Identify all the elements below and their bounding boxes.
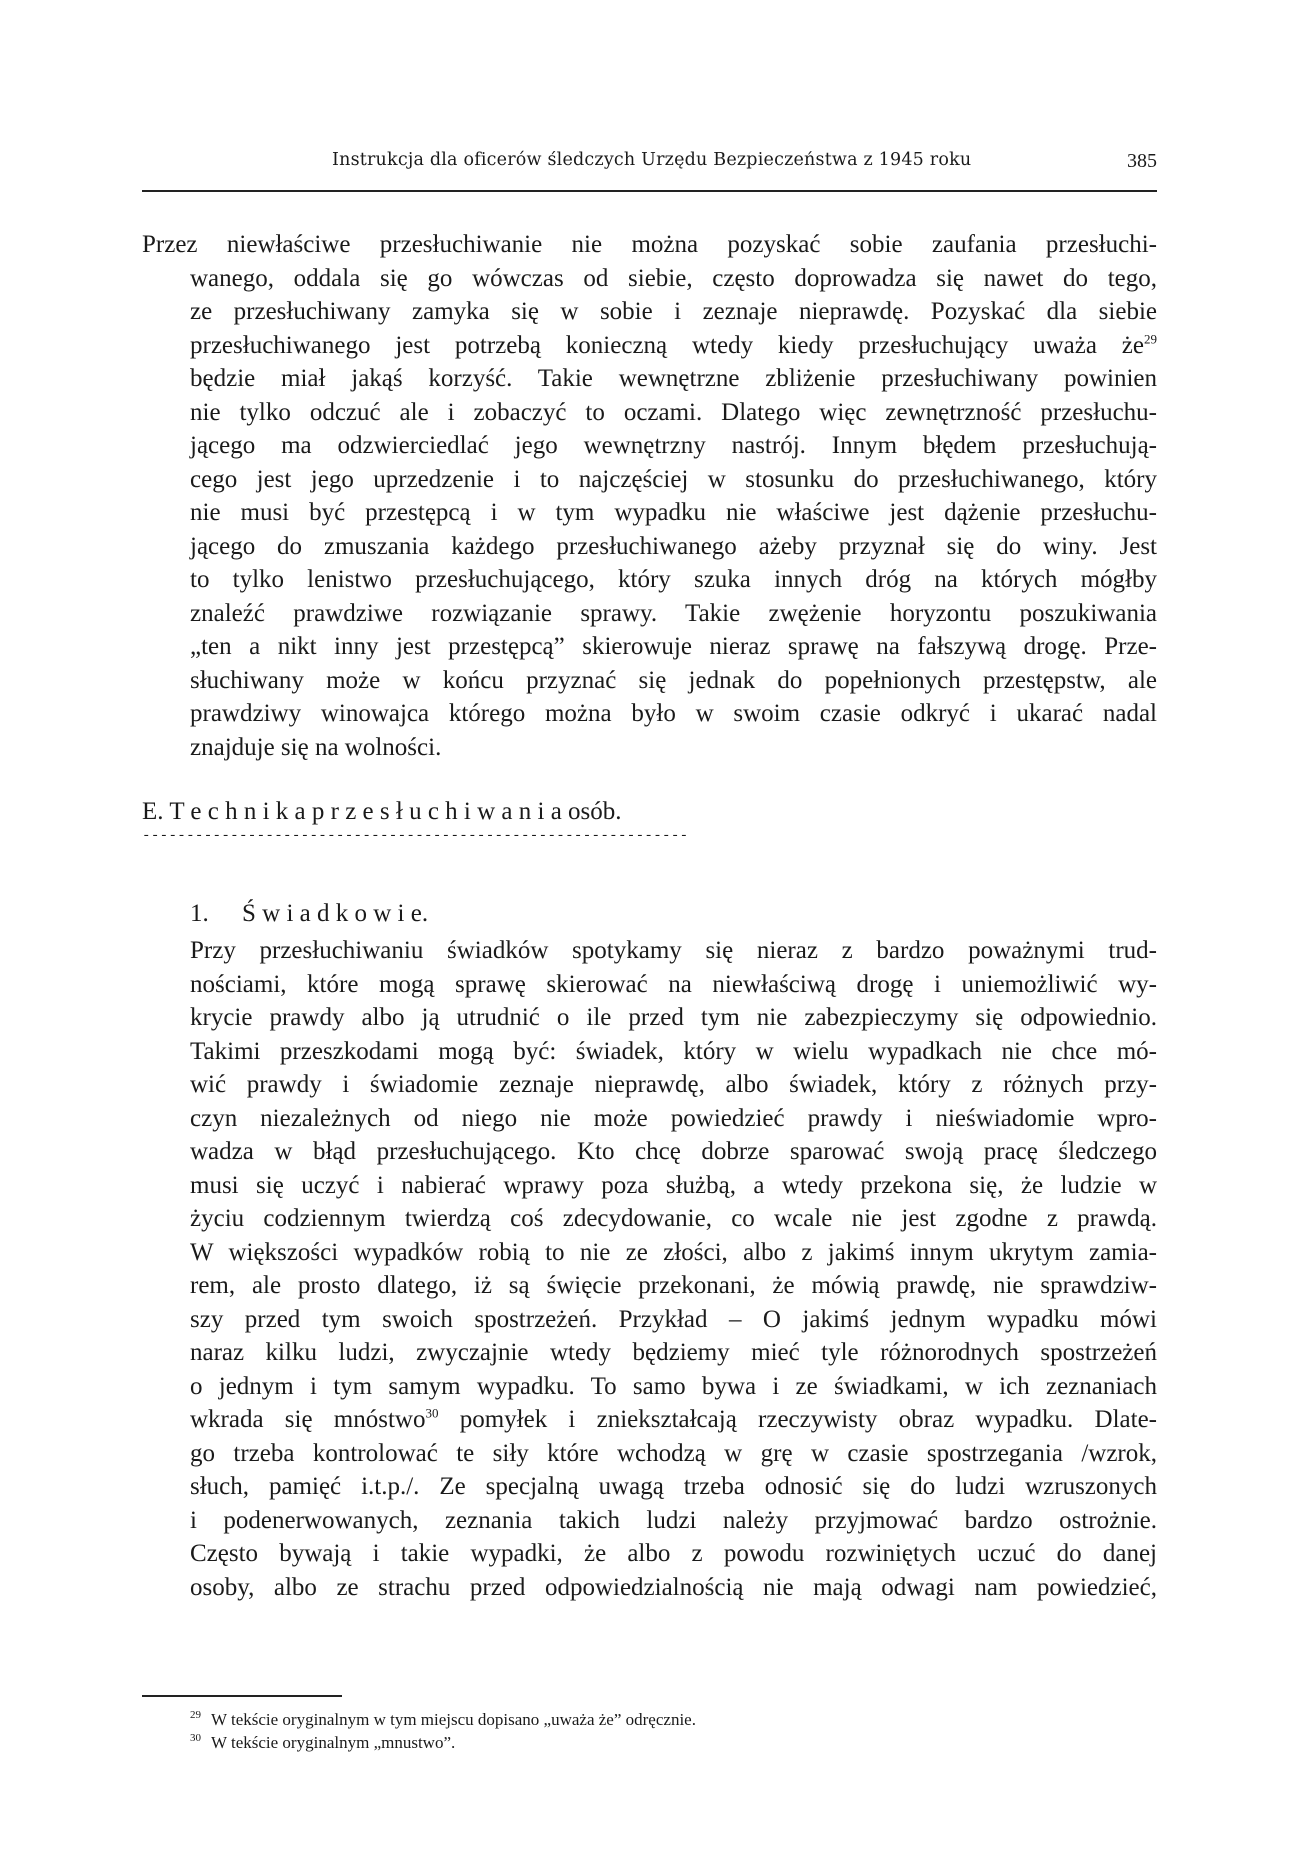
text-line: nościami, które mogą sprawę skierować na niewłaściwą drogę i uniemożliwić wy- — [190, 970, 1157, 998]
text-line: znaleźć prawdziwe rozwiązanie sprawy. Takie zwężenie horyzontu poszukiwania — [190, 599, 1157, 627]
text-line: ze przesłuchiwany zamyka się w sobie i zeznaje nieprawdę. Pozyskać dla siebie — [190, 298, 1157, 325]
footnotes — [190, 1708, 696, 1754]
text-line: wkrada się mnóstwo — [190, 1406, 426, 1433]
footnote-rule — [142, 1695, 342, 1697]
text-line: Często bywają i takie wypadki, że albo z powodu rozwiniętych uczuć do danej — [190, 1540, 1157, 1567]
text-line: cego jest jego uprzedzenie i to najczęściej w stosunku do przesłuchiwanego, który — [190, 465, 1157, 493]
text-line: naraz kilku ludzi, zwyczajnie wtedy będziemy mieć tyle różnorodnych spostrzeżeń — [190, 1339, 1157, 1366]
page-number: 385 — [1127, 150, 1157, 172]
header-rule — [142, 190, 1157, 192]
text-line: znajduje się na wolności. — [190, 733, 442, 761]
dashed-underline: -------------------------------------------------------------- — [142, 828, 689, 844]
text-line: nie tylko odczuć ale i zobaczyć to oczami. Dlatego więc zewnętrzność przesłuchu- — [190, 398, 1157, 426]
text-line: nie musi być przestępcą i w tym wypadku nie właściwe jest dążenie przesłuchu- — [190, 499, 1157, 526]
text-line: i podenerwowanych, zeznania takich ludzi należy przyjmować bardzo ostrożnie. — [190, 1506, 1157, 1534]
paragraph-2 — [190, 934, 1157, 1604]
text-line: słuch, pamięć i.t.p./. Ze specjalną uwagą trzeba odnosić się do ludzi wzruszonych — [190, 1473, 1157, 1500]
text-line: wadza w błąd przesłuchującego. Kto chcę dobrze sparować swoją pracę śledczego — [190, 1138, 1157, 1165]
text-line: słuchiwany może w końcu przyznać się jednak do popełnionych przestępstw, ale — [190, 666, 1157, 694]
text-line: rem, ale prosto dlatego, iż są święcie przekonani, że mówią prawdę, nie sprawdziw- — [190, 1272, 1157, 1299]
text-line: jącego ma odzwierciedlać jego wewnętrzny nastrój. Innym błędem przesłuchują- — [190, 432, 1157, 459]
paragraph-1 — [142, 228, 1157, 764]
footnote-text: W tekście oryginalnym w tym miejscu dopisano „uważa że” odręcznie. — [211, 1710, 696, 1729]
text-line: będzie miał jakąś korzyść. Takie wewnętrzne zbliżenie przesłuchiwany powinien — [190, 365, 1157, 392]
text-line: to tylko lenistwo przesłuchującego, który szuka innych dróg na których mógłby — [190, 566, 1157, 593]
text-line-with-footnote — [142, 329, 1157, 363]
text-line: Takimi przeszkodami mogą być: świadek, który w wielu wypadkach nie chce mó- — [190, 1037, 1157, 1065]
text-line: o jednym i tym samym wypadku. To samo bywa i ze świadkami, w ich zeznaniach — [190, 1372, 1157, 1400]
text-line: „ten a nikt inny jest przestępcą” skierowuje nieraz sprawę na fałszywą drogę. Prze- — [190, 633, 1157, 660]
text-line: Przy przesłuchiwaniu świadków spotykamy się nieraz z bardzo poważnymi trud- — [190, 937, 1157, 964]
footnote-number: 29 — [190, 1709, 201, 1722]
text-line: Przez niewłaściwe przesłuchiwanie nie można pozyskać sobie zaufania przesłuchi- — [142, 231, 1157, 258]
item-number: 1. — [190, 900, 209, 927]
running-title: Instrukcja dla oficerów śledczych Urzędu Bezpieczeństwa z 1945 roku — [332, 150, 972, 170]
text-line-with-footnote — [190, 1403, 1157, 1437]
text-line: W większości wypadków robią to nie ze złości, albo z jakimś innym ukrytym zamia- — [190, 1238, 1157, 1266]
text-line: wanego, oddala się go wówczas od siebie, często doprowadza się nawet do tego, — [190, 264, 1157, 292]
text-line: przesłuchiwanego jest potrzebą konieczną wtedy kiedy przesłuchujący uważa że — [190, 331, 1144, 359]
text-line: krycie prawdy albo ją utrudnić o ile przed tym nie zabezpieczymy się odpowiednio. — [190, 1004, 1157, 1031]
footnote-ref: 29 — [1144, 331, 1157, 347]
item-heading — [190, 900, 428, 928]
text-line: pomyłek i zniekształcają rzeczywisty obraz wypadku. Dlate- — [438, 1406, 1157, 1433]
item-title: Ś w i a d k o w i e. — [242, 900, 429, 927]
text-line: jącego do zmuszania każdego przesłuchiwanego ażeby przyznał się do winy. Jest — [190, 532, 1157, 560]
footnote — [190, 1708, 696, 1731]
footnote-number: 30 — [190, 1732, 201, 1745]
footnote-ref: 30 — [425, 1405, 439, 1421]
text-line: prawdziwy winowajca którego można było w swoim czasie odkryć i ukarać nadal — [190, 700, 1157, 727]
text-line: życiu codziennym twierdzą coś zdecydowanie, co wcale nie jest zgodne z prawdą. — [190, 1205, 1157, 1232]
text-line: go trzeba kontrolować te siły które wchodzą w grę w czasie spostrzegania /wzrok, — [190, 1439, 1157, 1467]
footnote-text: W tekście oryginalnym „mnustwo”. — [211, 1733, 456, 1752]
section-heading: E. T e c h n i k a p r z e s ł u c h i w a n i a osób. — [142, 798, 622, 825]
running-header — [142, 150, 1157, 190]
text-line: musi się uczyć i nabierać wprawy poza służbą, a wtedy przekona się, że ludzie w — [190, 1171, 1157, 1199]
text-line: czyn niezależnych od niego nie może powiedzieć prawdy i nieświadomie wpro- — [190, 1104, 1157, 1132]
text-line: wić prawdy i świadomie zeznaje nieprawdę, albo świadek, który z różnych przy- — [190, 1071, 1157, 1098]
footnote — [190, 1731, 696, 1754]
text-line: szy przed tym swoich spostrzeżeń. Przykład – O jakimś jednym wypadku mówi — [190, 1305, 1157, 1333]
text-line: osoby, albo ze strachu przed odpowiedzialnością nie mają odwagi nam powiedzieć, — [190, 1573, 1157, 1601]
